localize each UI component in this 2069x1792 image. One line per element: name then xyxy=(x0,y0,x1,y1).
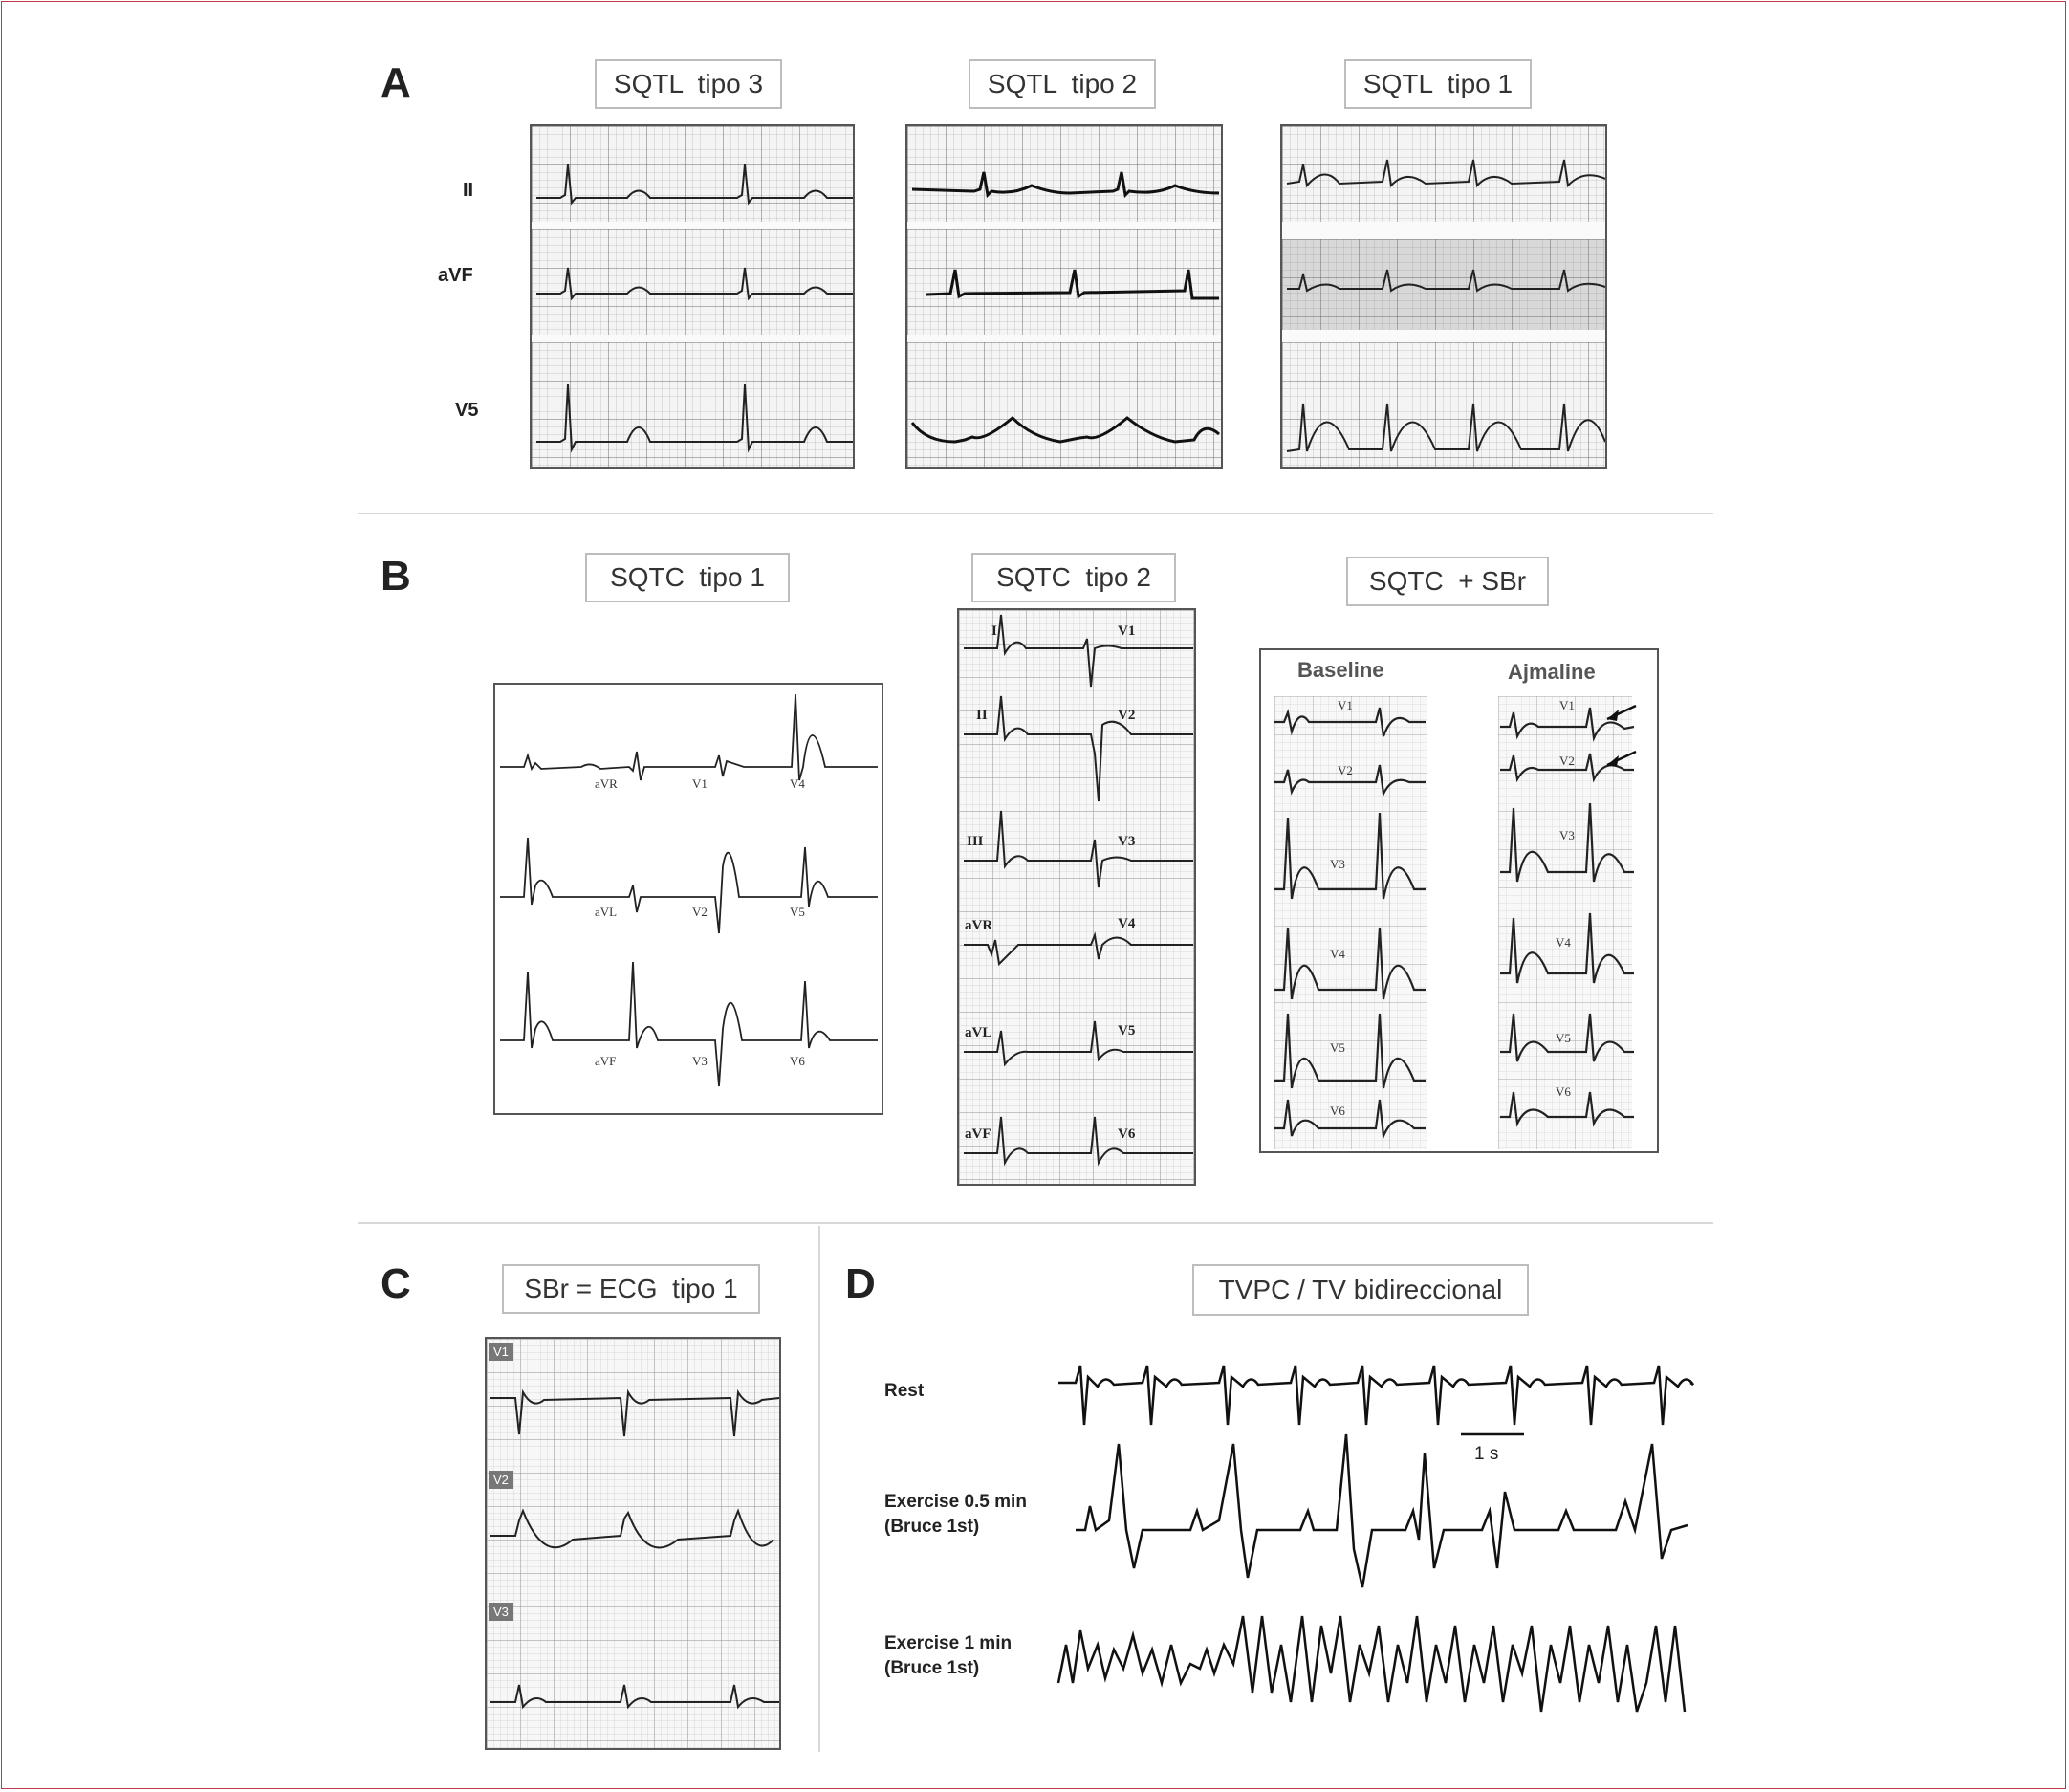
sqtc1-lead-v3: V3 xyxy=(692,1054,708,1068)
sqtc2-lead-v4: V4 xyxy=(1118,916,1136,931)
sbr-ajm-v2: V2 xyxy=(1559,754,1575,768)
sbr-ajm-v6: V6 xyxy=(1556,1084,1571,1099)
sqtl-tipo2-traces xyxy=(907,126,1223,469)
sqtc-tipo2-traces xyxy=(959,610,1196,1186)
sqtc1-lead-v6: V6 xyxy=(790,1054,805,1068)
sqtc-tipo1-ecg xyxy=(493,683,883,1115)
sbr-lead-v2-tag: V2 xyxy=(489,1471,513,1489)
sqtl-tipo1-traces xyxy=(1282,126,1607,469)
cpvt-row-rest: Rest xyxy=(884,1381,925,1401)
panel-a-lead-v5: V5 xyxy=(455,400,479,421)
divider-a-b xyxy=(358,513,1713,514)
sbr-header-baseline: Baseline xyxy=(1297,658,1384,682)
panel-d-title: TVPC / TV bidireccional xyxy=(1192,1264,1529,1316)
divider-b-cd xyxy=(358,1222,1713,1224)
sbr-header-ajmaline: Ajmaline xyxy=(1508,660,1596,684)
sqtc2-lead-v2: V2 xyxy=(1118,708,1136,723)
sqtc1-lead-v2: V2 xyxy=(692,905,708,919)
sbr-base-v6: V6 xyxy=(1330,1104,1345,1118)
scale-bar-label: 1 s xyxy=(1474,1444,1499,1464)
panel-b-title-1: SQTC tipo 1 xyxy=(585,553,790,602)
panel-d-letter: D xyxy=(845,1260,876,1307)
cpvt-row-exercise-1: Exercise 1 min (Bruce 1st) xyxy=(884,1633,1013,1678)
panel-c-letter: C xyxy=(381,1260,411,1307)
sqtc2-lead-v6: V6 xyxy=(1118,1126,1136,1142)
divider-c-d xyxy=(818,1226,820,1752)
sbr-ajm-v1: V1 xyxy=(1559,698,1575,712)
sqtl-tipo3-ecg xyxy=(530,124,855,469)
sqtc1-lead-v4: V4 xyxy=(790,776,805,791)
sqtc-sbr-ecg xyxy=(1259,648,1659,1153)
panel-a-title-3: SQTL tipo 1 xyxy=(1344,59,1532,109)
panel-b-letter: B xyxy=(381,553,411,600)
sqtc1-lead-avr: aVR xyxy=(595,776,618,791)
sqtc2-lead-avr: aVR xyxy=(965,918,993,933)
sbr-base-v3: V3 xyxy=(1330,857,1345,871)
panel-a-letter: A xyxy=(381,59,411,106)
sqtc2-lead-avf: aVF xyxy=(965,1126,991,1142)
panel-a-lead-ii: II xyxy=(463,180,474,201)
panel-a-title-2: SQTL tipo 2 xyxy=(969,59,1156,109)
sqtl-tipo2-ecg xyxy=(905,124,1223,469)
sqtc-tipo2-ecg xyxy=(957,608,1196,1186)
panel-b-title-2: SQTC tipo 2 xyxy=(971,553,1176,602)
sqtc2-lead-v1: V1 xyxy=(1118,623,1136,639)
sqtc2-lead-avl: aVL xyxy=(965,1025,992,1040)
sbr-lead-v3-tag: V3 xyxy=(489,1603,513,1621)
sbr-ajm-v5: V5 xyxy=(1556,1031,1571,1045)
sqtc1-lead-v1: V1 xyxy=(692,776,708,791)
sbr-ajm-v4: V4 xyxy=(1556,935,1571,950)
panel-a-title-1: SQTL tipo 3 xyxy=(595,59,782,109)
sbr-base-v4: V4 xyxy=(1330,947,1345,961)
sbr-ajm-v3: V3 xyxy=(1559,828,1575,842)
sbr-base-v1: V1 xyxy=(1338,698,1353,712)
sqtc1-lead-v5: V5 xyxy=(790,905,805,919)
sbr-ecg-tipo1 xyxy=(485,1337,781,1750)
sqtc2-lead-iii: III xyxy=(967,834,984,849)
sqtl-tipo1-ecg xyxy=(1280,124,1607,469)
sqtc2-lead-i: I xyxy=(991,623,997,639)
sqtc1-lead-avl: aVL xyxy=(595,905,618,919)
panel-c-title: SBr = ECG tipo 1 xyxy=(502,1264,760,1314)
sqtc-tipo1-traces xyxy=(495,685,883,1115)
panel-b-title-3: SQTC + SBr xyxy=(1346,557,1549,606)
sqtc1-lead-avf: aVF xyxy=(595,1054,617,1068)
sbr-base-v5: V5 xyxy=(1330,1040,1345,1055)
sqtc2-lead-v3: V3 xyxy=(1118,834,1136,849)
cpvt-row-exercise-05: Exercise 0.5 min (Bruce 1st) xyxy=(884,1492,1027,1537)
sbr-lead-v1-tag: V1 xyxy=(489,1343,513,1361)
sbr-traces xyxy=(487,1339,781,1750)
sqtc-sbr-traces xyxy=(1261,650,1659,1153)
panel-a-lead-avf: aVF xyxy=(438,265,473,286)
sqtc2-lead-v5: V5 xyxy=(1118,1023,1136,1038)
sqtc2-lead-ii: II xyxy=(976,708,988,723)
sbr-base-v2: V2 xyxy=(1338,763,1353,777)
sqtl-tipo3-traces xyxy=(532,126,855,469)
